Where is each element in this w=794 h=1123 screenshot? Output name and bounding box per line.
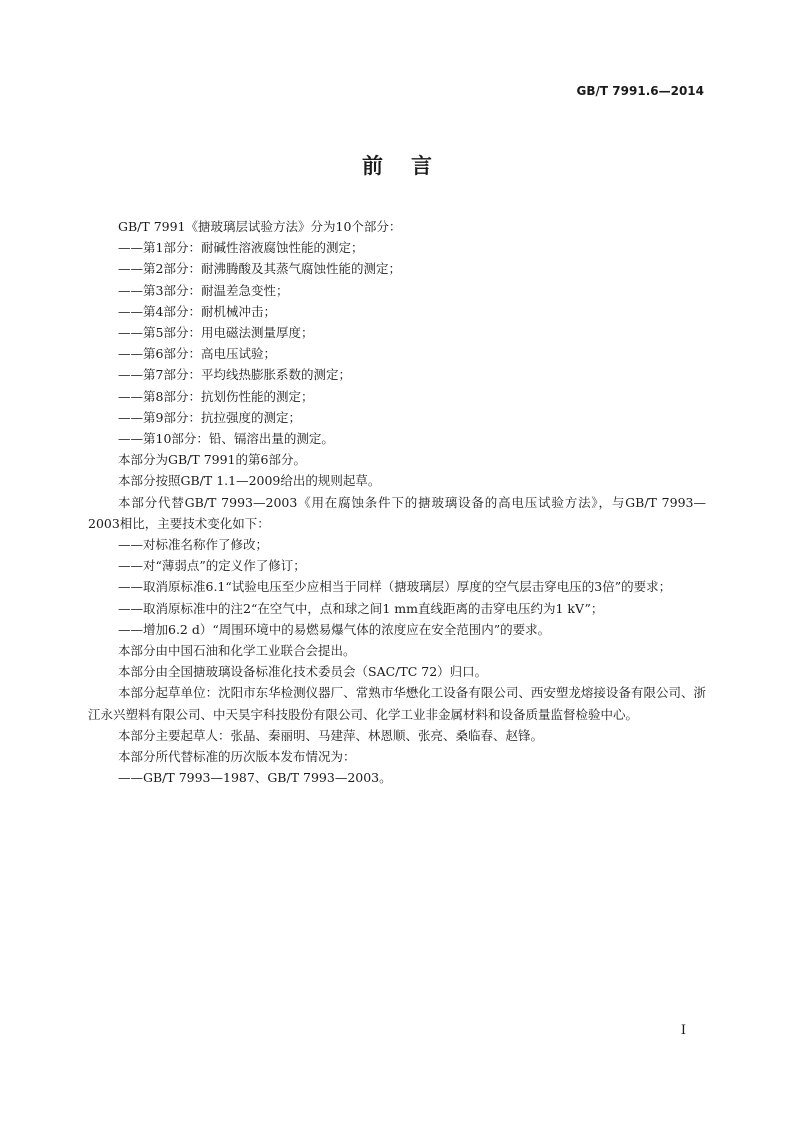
list-item-part-1: ——第1部分：耐碱性溶液腐蚀性能的测定； — [118, 240, 364, 256]
list-item-part-10: ——第10部分：铅、镉溶出量的测定。 — [118, 431, 334, 447]
list-item-part-5: ——第5部分：用电磁法测量厚度； — [118, 325, 314, 341]
list-item-part-4: ——第4部分：耐机械冲击； — [118, 303, 276, 319]
page-title: 前言 — [362, 153, 460, 178]
list-item-part-9: ——第9部分：抗拉强度的测定； — [118, 409, 301, 425]
list-item-part-7: ——第7部分：平均线热膨胀系数的测定； — [118, 367, 351, 383]
paragraph-committee: 本部分由全国搪玻璃设备标准化技术委员会（SAC/TC 72）归口。 — [118, 664, 488, 680]
list-item-change-4: ——取消原标准中的注2“在空气中，点和球之间1 mm直线距离的击穿电压约为1 kV”； — [118, 600, 604, 616]
page-number: I — [680, 1023, 686, 1038]
paragraph-part-statement: 本部分为GB/T 7991的第6部分。 — [118, 452, 306, 468]
list-item-change-2: ——对“薄弱点”的定义作了修订； — [118, 558, 306, 574]
standard-number: GB/T 7991.6—2014 — [576, 84, 704, 98]
paragraph-drafters: 本部分主要起草人：张晶、秦丽明、马建萍、林恩顺、张亮、桑临春、赵锋。 — [118, 727, 544, 743]
list-item-part-8: ——第8部分：抗划伤性能的测定； — [118, 388, 314, 404]
list-item-history: ——GB/T 7993—1987、GB/T 7993—2003。 — [118, 770, 392, 786]
paragraph-drafting-units: 本部分起草单位：沈阳市东华检测仪器厂、常熟市华懋化工设备有限公司、西安塑龙熔接设备有限公司、浙江永兴塑料有限公司、中天昊宇科技股份有限公司、化学工业非金属材料和设备质量监督检验中心。 — [88, 685, 706, 722]
list-item-part-6: ——第6部分：高电压试验； — [118, 346, 276, 362]
list-item-part-3: ——第3部分：耐温差急变性； — [118, 282, 289, 298]
list-item-change-1: ——对标准名称作了修改； — [118, 537, 269, 553]
foreword-body — [88, 216, 706, 788]
paragraph-drafting-rules: 本部分按照GB/T 1.1—2009给出的规则起草。 — [118, 473, 381, 489]
list-item-change-3: ——取消原标准6.1“试验电压至少应相当于同样（搪玻璃层）厚度的空气层击穿电压的3倍”的要求； — [118, 579, 672, 595]
paragraph-intro: GB/T 7991《搪玻璃层试验方法》分为10个部分： — [118, 219, 402, 234]
paragraph-history-intro: 本部分所代替标准的历次版本发布情况为： — [118, 749, 356, 765]
list-item-change-5: ——增加6.2 d）“周围环境中的易燃易爆气体的浓度应在安全范围内”的要求。 — [118, 621, 551, 637]
paragraph-proposer: 本部分由中国石油和化学工业联合会提出。 — [118, 643, 356, 659]
paragraph-replacement: 本部分代替GB/T 7993—2003《用在腐蚀条件下的搪玻璃设备的高电压试验方法》，与GB/T 7993—2003相比，主要技术变化如下： — [88, 494, 706, 531]
list-item-part-2: ——第2部分：耐沸腾酸及其蒸气腐蚀性能的测定； — [118, 261, 401, 277]
